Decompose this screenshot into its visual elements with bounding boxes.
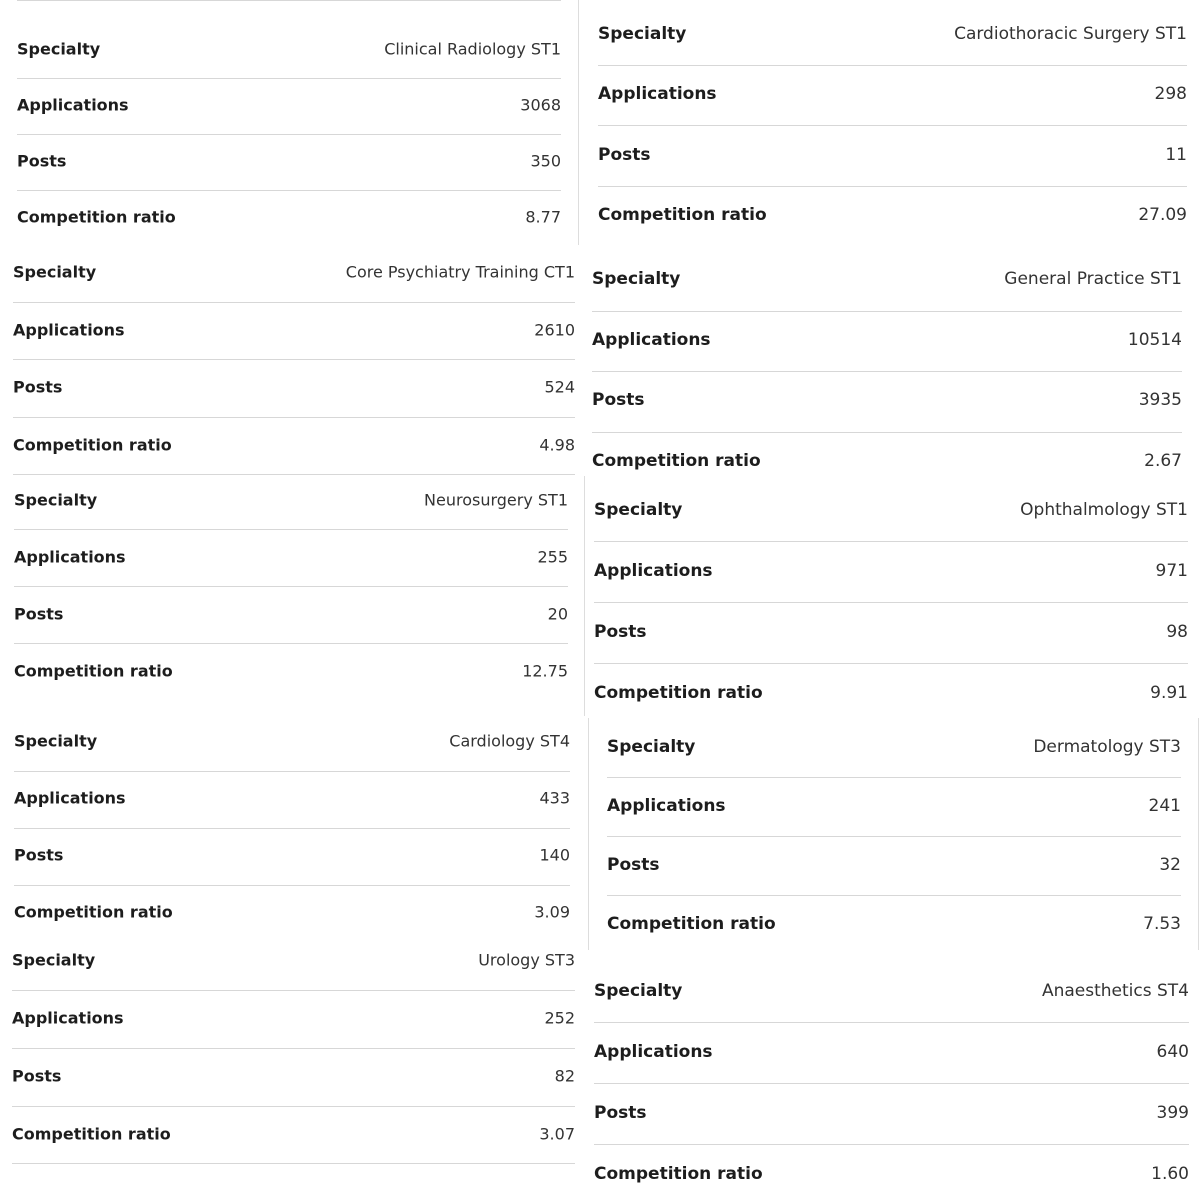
panel-seam <box>588 718 589 950</box>
applications-row <box>594 1042 1189 1062</box>
applications-value: 971 <box>1155 561 1188 581</box>
competition-ratio-label: Competition ratio <box>594 683 763 703</box>
applications-label: Applications <box>594 1042 713 1062</box>
row-divider <box>594 1022 1189 1023</box>
applications-value: 252 <box>544 1008 575 1028</box>
competition-ratio-value: 4.98 <box>539 435 575 455</box>
specialty-card <box>12 0 575 1200</box>
row-divider <box>12 1048 575 1049</box>
posts-value: 11 <box>1165 145 1187 165</box>
competition-ratio-value: 2.67 <box>1144 451 1182 471</box>
posts-label: Posts <box>594 1103 647 1123</box>
applications-value: 241 <box>1148 796 1181 816</box>
posts-value: 350 <box>530 151 561 171</box>
applications-label: Applications <box>598 84 717 104</box>
competition-ratio-value: 8.77 <box>525 207 561 227</box>
applications-label: Applications <box>592 330 711 350</box>
applications-label: Applications <box>14 788 126 808</box>
specialty-label: Specialty <box>594 500 683 520</box>
posts-value: 524 <box>544 377 575 397</box>
posts-label: Posts <box>12 1066 62 1086</box>
applications-value: 255 <box>537 547 568 567</box>
posts-value: 399 <box>1156 1103 1189 1123</box>
specialty-label: Specialty <box>607 737 696 757</box>
specialty-label: Specialty <box>592 269 681 289</box>
posts-label: Posts <box>14 604 64 624</box>
row-divider <box>12 1163 575 1164</box>
posts-label: Posts <box>594 622 647 642</box>
competition-ratio-label: Competition ratio <box>17 207 176 227</box>
specialty-value: Anaesthetics ST4 <box>1041 981 1189 1001</box>
specialty-value: Cardiology ST4 <box>449 731 570 751</box>
competition-ratio-value: 9.91 <box>1150 683 1188 703</box>
competition-ratio-row <box>12 1125 575 1144</box>
applications-label: Applications <box>607 796 726 816</box>
specialty-label: Specialty <box>17 39 101 59</box>
competition-ratio-label: Competition ratio <box>592 451 761 471</box>
competition-ratio-label: Competition ratio <box>13 435 172 455</box>
competition-ratio-label: Competition ratio <box>14 902 173 922</box>
specialty-label: Specialty <box>14 731 98 751</box>
applications-label: Applications <box>14 547 126 567</box>
row-divider <box>594 1144 1189 1145</box>
posts-row <box>12 1067 575 1086</box>
posts-value: 140 <box>539 845 570 865</box>
competition-ratio-label: Competition ratio <box>14 661 173 681</box>
competition-ratio-value: 3.09 <box>534 902 570 922</box>
specialty-label: Specialty <box>14 490 98 510</box>
applications-row <box>12 1009 575 1028</box>
applications-value: 433 <box>539 788 570 808</box>
row-divider <box>12 1106 575 1107</box>
specialty-value: Neurosurgery ST1 <box>424 490 568 510</box>
specialty-row <box>594 981 1189 1001</box>
specialty-label: Specialty <box>13 262 97 282</box>
posts-value: 98 <box>1166 622 1188 642</box>
panel-seam <box>1198 718 1199 950</box>
applications-value: 640 <box>1156 1042 1189 1062</box>
competition-ratio-label: Competition ratio <box>12 1124 171 1144</box>
competition-ratio-value: 7.53 <box>1143 914 1181 934</box>
specialty-value: Core Psychiatry Training CT1 <box>345 262 575 282</box>
specialty-label: Specialty <box>598 24 687 44</box>
applications-value: 2610 <box>534 320 575 340</box>
applications-value: 10514 <box>1127 330 1182 350</box>
competition-ratio-value: 12.75 <box>522 661 568 681</box>
posts-label: Posts <box>13 377 63 397</box>
applications-label: Applications <box>13 320 125 340</box>
panel-seam <box>578 0 579 245</box>
posts-value: 32 <box>1159 855 1181 875</box>
competition-ratio-label: Competition ratio <box>607 914 776 934</box>
specialty-value: Dermatology ST3 <box>1033 737 1181 757</box>
competition-ratio-label: Competition ratio <box>598 205 767 225</box>
specialty-value: Ophthalmology ST1 <box>1020 500 1188 520</box>
posts-value: 82 <box>554 1066 575 1086</box>
specialty-row <box>12 951 575 970</box>
specialty-value: Urology ST3 <box>478 950 575 970</box>
competition-ratio-value: 3.07 <box>539 1124 575 1144</box>
specialty-value: Clinical Radiology ST1 <box>384 39 561 59</box>
applications-label: Applications <box>12 1008 124 1028</box>
applications-label: Applications <box>594 561 713 581</box>
posts-row <box>594 1103 1189 1123</box>
competition-ratio-value: 1.60 <box>1151 1164 1189 1184</box>
applications-label: Applications <box>17 95 129 115</box>
specialty-label: Specialty <box>594 981 683 1001</box>
applications-value: 3068 <box>520 95 561 115</box>
specialty-label: Specialty <box>12 950 96 970</box>
specialty-card <box>594 0 1189 1200</box>
posts-label: Posts <box>17 151 67 171</box>
competition-ratio-row <box>594 1164 1189 1184</box>
posts-label: Posts <box>592 390 645 410</box>
row-divider <box>594 1083 1189 1084</box>
posts-label: Posts <box>607 855 660 875</box>
posts-value: 3935 <box>1138 390 1182 410</box>
row-divider <box>12 990 575 991</box>
competition-ratio-label: Competition ratio <box>594 1164 763 1184</box>
specialty-value: General Practice ST1 <box>1004 269 1182 289</box>
specialty-value: Cardiothoracic Surgery ST1 <box>954 24 1187 44</box>
posts-value: 20 <box>547 604 568 624</box>
applications-value: 298 <box>1154 84 1187 104</box>
competition-ratio-value: 27.09 <box>1138 205 1187 225</box>
posts-label: Posts <box>14 845 64 865</box>
posts-label: Posts <box>598 145 651 165</box>
panel-seam <box>584 476 585 716</box>
